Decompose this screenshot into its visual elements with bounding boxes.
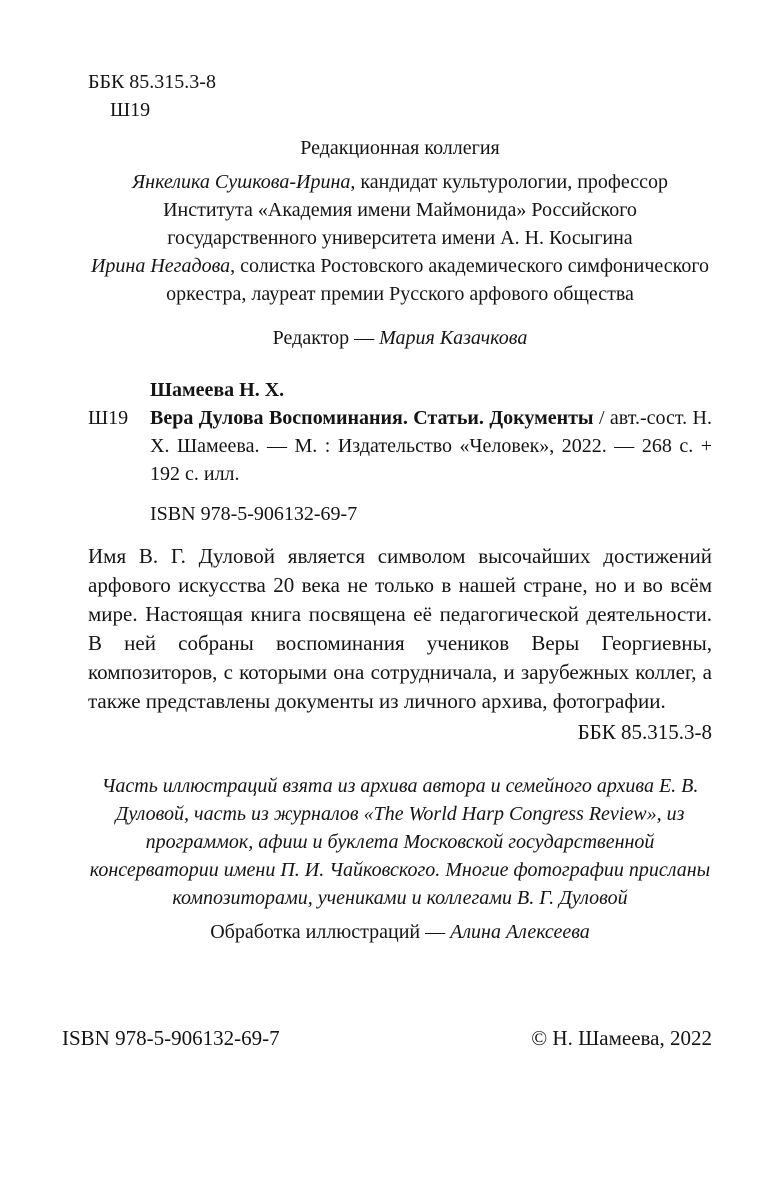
editorial-board-members: [88, 168, 712, 308]
annotation-text: Имя В. Г. Дуловой является символом высочайших достижений арфового искусства 20 века не только в нашей стране, но и во всём мире. Настоящая книга посвящена её педагогической деятельности. В ней собраны воспоминания учеников Веры Георгиевны, композиторов, с которыми она сотрудничала, и зарубежных коллег, а также представлены документы из личного архива, фотографии.: [88, 544, 712, 713]
editor-line: [88, 324, 712, 352]
bbk-number: ББК 85.315.3-8: [88, 71, 216, 93]
catalog-author: Шамеева Н. Х.: [150, 379, 285, 401]
editorial-member: [88, 168, 712, 252]
bbk-block: [88, 68, 712, 124]
editorial-member: [88, 252, 712, 308]
member-name: Янкелика Сушкова-Ирина: [132, 171, 351, 193]
editor-name: Мария Казачкова: [379, 327, 528, 349]
editorial-board-heading: Редакционная коллегия: [300, 137, 500, 159]
editor-label: Редактор —: [272, 327, 380, 349]
member-description: , солистка Ростовского академического симфонического оркестра, лауреат премии Русского арфового общества: [166, 255, 710, 305]
catalog-description-block: [88, 404, 712, 488]
member-description: , кандидат культурологии, профессор Института «Академия имени Маймонида» Российского государственного университета имени А. Н. Косыгина: [163, 171, 668, 249]
author-sign-code: Ш19: [110, 99, 151, 121]
processing-label: Обработка иллюстраций —: [210, 921, 451, 943]
illustration-credits: Часть иллюстраций взята из архива автора и семейного архива Е. В. Дуловой, часть из журналов «The World Harp Congress Review», из программок, афиш и буклета Московской государственной консерватории имени П. И. Чайковского. Многие фотографии присланы композиторами, учениками и коллегами В. Г. Дуловой: [89, 775, 711, 909]
member-name: Ирина Негадова: [90, 255, 231, 277]
main-text-block: [88, 68, 712, 946]
catalog-imprint-text: / авт.-сост. Н. Х. Шамеева. — М. : Издательство «Человек», 2022. — 268 с. + 192 с. илл.: [150, 407, 712, 485]
footer-copyright: © Н. Шамеева, 2022: [531, 1026, 712, 1050]
catalog-isbn: ISBN 978-5-906132-69-7: [150, 503, 358, 525]
book-title: Вера Дулова Воспоминания. Статьи. Документы: [150, 407, 594, 429]
page-footer: [62, 1024, 712, 1052]
catalog-author-sign: Ш19: [88, 407, 129, 429]
processing-name: Алина Алексеева: [450, 921, 590, 943]
footer-isbn: ISBN 978-5-906132-69-7: [62, 1026, 280, 1050]
bbk-number-right: ББК 85.315.3-8: [577, 720, 712, 744]
catalog-entry: [88, 376, 712, 528]
illustration-processing-line: [88, 918, 712, 946]
